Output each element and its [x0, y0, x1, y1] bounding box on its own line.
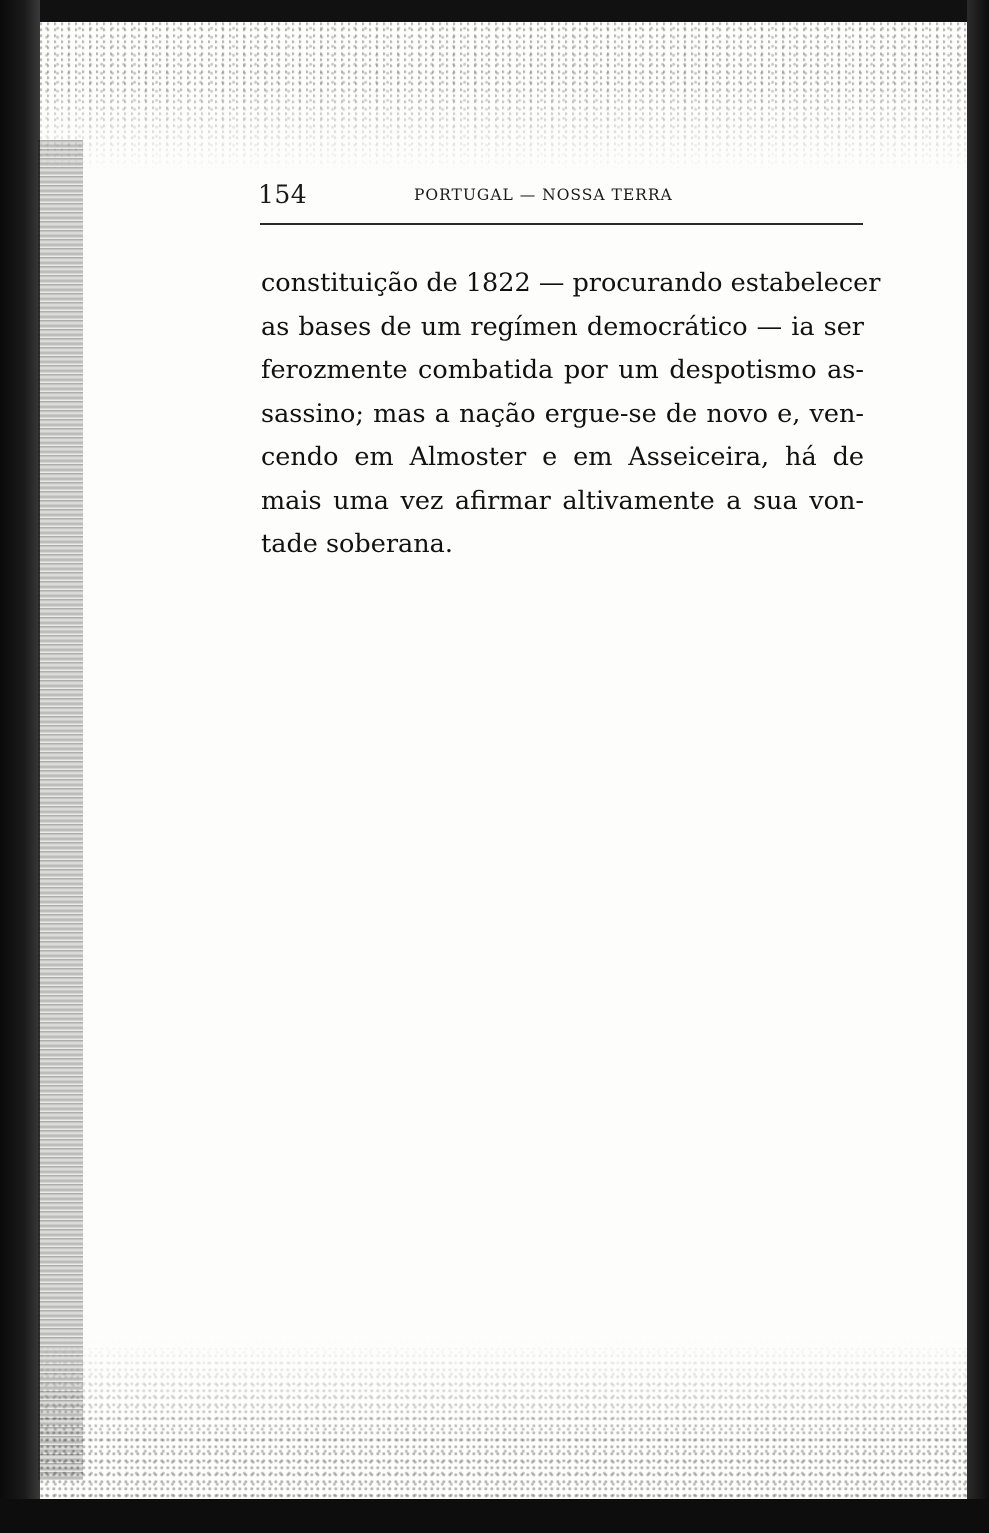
text-line: constituição de 1822 — procurando estabelecer	[261, 268, 881, 298]
running-title: PORTUGAL — NOSSA TERRA	[414, 186, 673, 204]
scan-border-bottom	[0, 1499, 989, 1533]
text-line: tade soberana.	[261, 529, 453, 559]
scan-border-left	[0, 0, 40, 1533]
header-rule	[260, 223, 863, 225]
page-header	[258, 178, 863, 212]
text-line: cendo em Almoster e em Asseiceira, há de	[261, 442, 864, 472]
page-number: 154	[258, 180, 308, 209]
scan-border-top	[0, 0, 989, 22]
body-paragraph	[261, 262, 881, 567]
text-line: ferozmente combatida por um despotismo as-	[261, 355, 864, 385]
scan-noise-bottom	[40, 1339, 967, 1499]
text-line: sassino; mas a nação ergue-se de novo e, ven-	[261, 398, 864, 429]
scan-noise-top	[40, 22, 967, 172]
page-edge-shadow	[38, 140, 83, 1480]
text-line: mais uma vez afirmar altivamente a sua von-	[261, 485, 864, 516]
scan-border-right	[967, 0, 989, 1533]
text-line: as bases de um regímen democrático — ia ser	[261, 311, 864, 342]
